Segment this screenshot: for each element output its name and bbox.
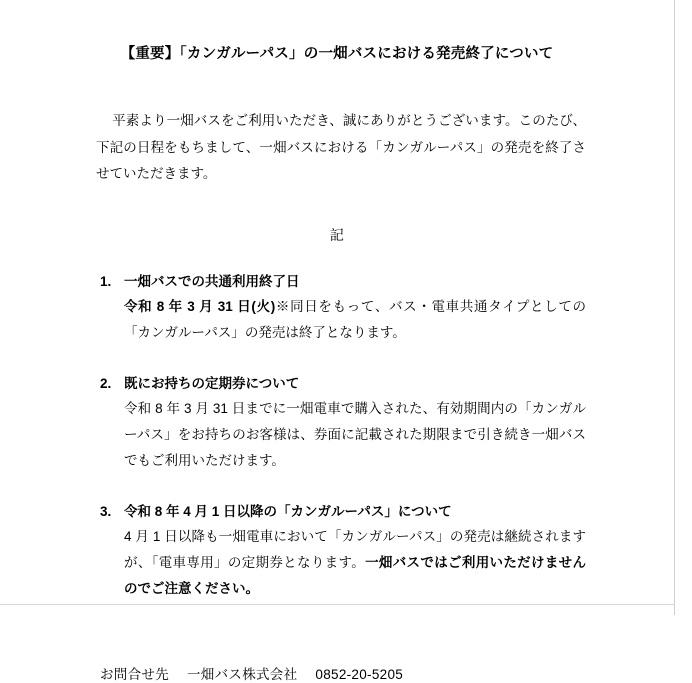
contact-label: お問合せ先 xyxy=(100,666,169,682)
list-item-number: 1. xyxy=(100,274,112,290)
intro-paragraph: 平素より一畑バスをご利用いただき、誠にありがとうございます。このたび、下記の日程をもちまして、一畑バスにおける「カンガルーパス」の発売を終了させていただきます。 xyxy=(96,113,586,181)
list-item-body-rest: 令和 8 年 3 月 31 日までに一畑電車で購入された、有効期間内の「カンガルーパス」をお持ちのお客様は、券面に記載された期限まで引き続き一畑バスでもご利用いただけます。 xyxy=(124,400,586,469)
ki-heading: 記 xyxy=(329,227,345,244)
list-item-body-bold-tail: 一畑バスではご利用いただけませんのでご注意ください。 xyxy=(124,554,586,597)
contact-line xyxy=(100,663,674,683)
list-item-body xyxy=(124,396,586,475)
list-item-body xyxy=(124,294,586,347)
list-item xyxy=(100,373,586,475)
list-item-heading xyxy=(100,271,586,294)
list-item-title: 一畑バスでの共通利用終了日 xyxy=(124,274,300,290)
notice-list xyxy=(100,271,586,602)
list-item-body xyxy=(124,524,586,603)
list-item-title: 既にお持ちの定期券について xyxy=(124,375,300,391)
list-item-heading xyxy=(100,501,586,524)
contact-company: 一畑バス株式会社 xyxy=(187,666,298,682)
page-title: 【重要】「カンガルーパス」の一畑バスにおける発売終了について xyxy=(120,46,554,62)
contact-phone: 0852-20-5205 xyxy=(315,666,404,682)
list-item xyxy=(100,501,586,603)
list-item-heading xyxy=(100,373,586,396)
list-item xyxy=(100,271,586,347)
list-item-body-bold: 令和 8 年 3 月 31 日(火) xyxy=(124,299,276,315)
list-item-number: 3. xyxy=(100,503,112,519)
right-gutter xyxy=(676,0,692,615)
list-item-body-rest: ※同日をもって、バス・電車共通タイプとしての「カンガルーパス」の発売は終了となります。 xyxy=(124,299,587,341)
list-item-body-rest: 4 月 1 日以降も一畑電車において「カンガルーパス」の発売は継続されますが、「電車専用」の定期券となります。 xyxy=(124,528,586,570)
page-bottom-divider xyxy=(0,604,675,605)
list-item-title: 令和 8 年 4 月 1 日以降の「カンガルーパス」について xyxy=(124,503,452,519)
list-item-number: 2. xyxy=(100,375,112,391)
